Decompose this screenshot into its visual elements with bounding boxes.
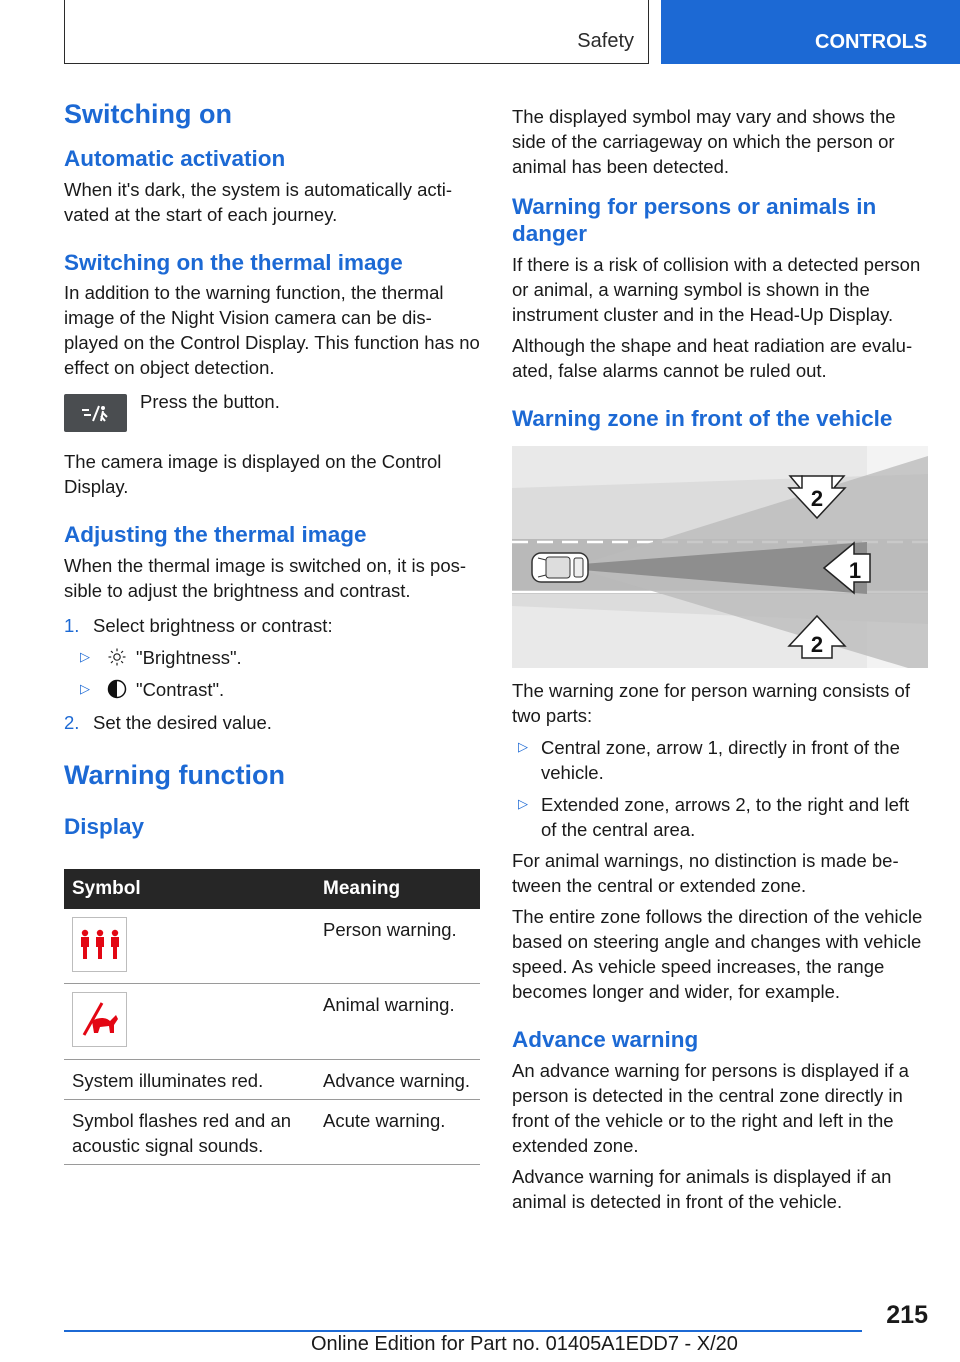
- left-column: [64, 98, 480, 1165]
- heading-switching-on-thermal: Switching on the thermal image: [64, 249, 403, 275]
- heading-display: Display: [64, 814, 145, 840]
- footer-divider: [64, 1330, 862, 1332]
- step-number: 1.: [64, 614, 80, 636]
- paragraph-collision-risk: If there is a risk of collision with a detected person or animal, a warning symbol is shown in the instrument cluster and in the Head-Up Display.: [512, 253, 921, 325]
- triangle-bullet-icon: ▷: [80, 649, 90, 665]
- steps-list: [64, 613, 480, 735]
- svg-text:2: 2: [810, 486, 824, 512]
- step-text: Set the desired value.: [93, 711, 272, 733]
- step-number: 2.: [64, 711, 80, 733]
- list-item: [512, 792, 928, 842]
- paragraph-advance-animals: Advance warning for animals is displayed if an animal is detected in front of the vehicle.: [512, 1165, 892, 1212]
- table-cell-meaning: Acute warning.: [323, 1109, 446, 1131]
- heading-warning-function: Warning function: [64, 759, 285, 790]
- warning-zone-diagram: [512, 446, 928, 668]
- table-cell-symbol: System illuminates red.: [72, 1069, 264, 1091]
- animal-warning-icon: [72, 992, 127, 1047]
- table-header: [64, 869, 480, 909]
- page-number: 215: [886, 1301, 928, 1329]
- list-item: [512, 735, 928, 785]
- table-cell-symbol: [64, 909, 315, 983]
- paragraph-zone-parts: The warning zone for person warning consists of two parts:: [512, 680, 910, 727]
- heading-automatic-activation: Automatic activation: [64, 146, 286, 172]
- paragraph-adjusting-thermal: When the thermal image is switched on, it is possible to adjust the brightness and contrast.: [64, 554, 467, 601]
- paragraph-switching-on-thermal: In addition to the warning function, the thermal image of the Night Vision camera can be displayed on the Control Display. This function has no effect on object detection.: [64, 282, 480, 379]
- list-item: [64, 710, 480, 735]
- sub-item-contrast: "Contrast".: [136, 678, 225, 700]
- sub-item-brightness: "Brightness".: [136, 646, 242, 668]
- svg-text:2: 2: [810, 632, 824, 658]
- table-row: [64, 909, 480, 984]
- right-column: [512, 104, 928, 1214]
- button-instruction: [64, 391, 480, 432]
- person-warning-icon: [72, 917, 127, 972]
- bullet-text: Central zone, arrow 1, directly in front of the vehicle.: [541, 737, 900, 784]
- table-cell-symbol: [64, 984, 315, 1059]
- triangle-bullet-icon: ▷: [518, 740, 528, 756]
- table-cell-meaning: Advance warning.: [323, 1069, 471, 1091]
- triangle-bullet-icon: ▷: [80, 681, 90, 697]
- table-row: [64, 1060, 480, 1100]
- paragraph-advance-persons: An advance warning for persons is displayed if a person is detected in the central zone directly in front of the vehicle or to the right and left in the extended zone.: [512, 1059, 909, 1156]
- svg-text:1: 1: [848, 558, 862, 584]
- night-vision-button-icon: [64, 394, 127, 432]
- header-section-label: Safety: [577, 30, 634, 52]
- step-text: Select brightness or contrast:: [93, 614, 333, 636]
- car-icon: [532, 553, 588, 582]
- paragraph-false-alarms: Although the shape and heat radiation are evaluated, false alarms cannot be ruled out.: [512, 334, 913, 381]
- paragraph-camera-image: The camera image is displayed on the Control Display.: [64, 451, 442, 498]
- paragraph-automatic-activation: When it's dark, the system is automatically activated at the start of each journey.: [64, 178, 453, 225]
- list-item: [64, 677, 480, 702]
- paragraph-entire-zone: The entire zone follows the direction of the vehicle based on steering angle and changes with vehicle speed. As vehicle speed increases, the range becomes longer and wider, for example.: [512, 906, 923, 1003]
- contrast-icon: [102, 679, 132, 699]
- footer-edition: Online Edition for Part no. 01405A1EDD7 - X/20: [311, 1333, 738, 1355]
- heading-switching-on: Switching on: [64, 99, 232, 129]
- list-item: [64, 613, 480, 638]
- heading-adjusting-thermal: Adjusting the thermal image: [64, 522, 367, 548]
- table-row: [64, 984, 480, 1060]
- heading-advance-warning: Advance warning: [512, 1027, 699, 1053]
- table-cell-meaning: Person warning.: [323, 918, 457, 940]
- column-header-meaning: Meaning: [323, 877, 401, 899]
- press-button-text: Press the button.: [140, 391, 280, 413]
- paragraph-displayed-symbol: The displayed symbol may vary and shows the side of the carriageway on which the person or animal has been detected.: [512, 106, 896, 177]
- header-chapter-label: CONTROLS: [815, 31, 928, 53]
- list-item: [64, 645, 480, 670]
- night-vision-glyph-icon: [79, 402, 113, 424]
- bullet-text: Extended zone, arrows 2, to the right and left of the central area.: [541, 794, 910, 841]
- paragraph-animal-warnings: For animal warnings, no distinction is made between the central or extended zone.: [512, 850, 899, 897]
- table-cell-symbol: Symbol flashes red and an acoustic signal sounds.: [72, 1109, 292, 1156]
- triangle-bullet-icon: ▷: [518, 797, 528, 813]
- header-section-tab: [64, 0, 649, 64]
- table-row: [64, 1100, 480, 1165]
- heading-warning-zone: Warning zone in front of the vehicle: [512, 405, 893, 431]
- column-header-symbol: Symbol: [72, 877, 141, 899]
- table-cell-meaning: Animal warning.: [323, 993, 455, 1015]
- header-chapter-tab: [661, 0, 960, 64]
- display-table: [64, 869, 480, 1165]
- heading-persons-animals-danger: Warning for persons or animals in danger: [512, 194, 877, 247]
- brightness-icon: [102, 648, 132, 666]
